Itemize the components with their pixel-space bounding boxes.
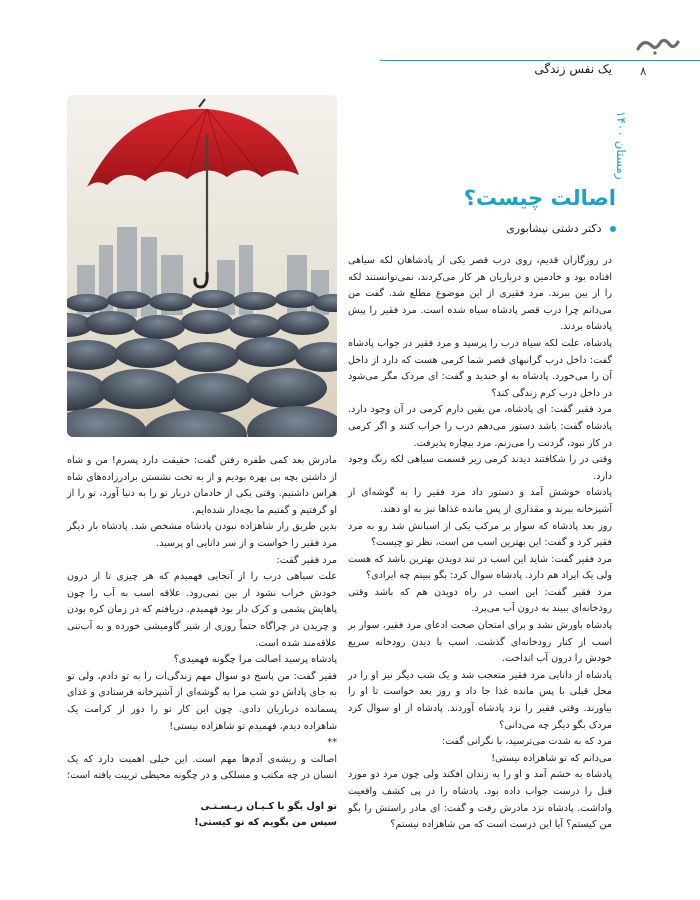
article-body-right-column	[348, 253, 612, 834]
separator-stars: **	[327, 737, 337, 749]
author-name: دکتر دشتی نیشابوری	[506, 222, 602, 235]
paragraph: مرد فقیر گفت: این اسب در راه دویدن هم که باشد وقتی رودخانه‌ای ببیند به درون آب می‌پرد.	[348, 586, 612, 615]
paragraph: پادشاه پرسید اصالت مرا چگونه فهمیدی؟	[173, 654, 337, 666]
author-line	[506, 222, 616, 235]
paragraph: وقتی در را شکافتند دیدند کرمی زیر قسمت سیاهی لکه رنگ وجود دارد.	[348, 454, 612, 482]
paragraph: پادشاه به خشم آمد و او را به زندان افکند ولی چون مرد دو مورد قبل را درست جواب داده بود، پادشاه را در پی کشف واقعیت واداشت. پادشاه نزد مادرش رفت و گفت: ای مادر راستش را بگو من کیستم؟ آیا این درست است که من شاهزاده نیستم؟	[348, 769, 612, 831]
hero-image-red-umbrella	[67, 95, 337, 437]
paragraph: اصالت و ریشه‌ی آدم‌ها مهم است. این خیلی اهمیت دارد که یک انسان در چه مکتب و مسلکی و در چگونه محیطی تربیت یافته است؛	[67, 753, 337, 782]
page-number: ۸	[640, 64, 647, 78]
paragraph: مرد فقیر گفت: شاید این اسب در تند دویدن بهترین باشد که هست ولی یک ایراد هم دارد. پادشاه سوال کرد: بگو ببینم چه ایرادی؟	[348, 553, 612, 582]
paragraph: مرد فقیر گفت:	[276, 554, 337, 566]
paragraph: فقیر گفت: من پاسخ دو سوال مهم زندگی‌ات را به تو دادم، ولی تو به جای پاداش دو شب مرا به گوشه‌ای از آشپزخانه فرستادی و غذای پسمانده درباریان دادی. چون این کار تو را دور از کرامت یک شاهزاده دیدم، فهمیدم تو شاهزاده نیستی!	[67, 670, 337, 732]
closing-verse-line-1: تو اول بگو با کـیـان زیـسـتـی	[200, 800, 337, 812]
paragraph: پادشاه، علت لکه سیاه درب را پرسید و مرد فقیر در جواب پادشاه گفت: داخل درب گرانبهای قصر شما کرمی هست که دارد از داخل آن را می‌خورد. پادشاه به او خندید و گفت: ای مردک مگر می‌شود در داخل درب کرم زندگی کند؟	[348, 337, 612, 399]
magazine-logo	[634, 34, 680, 56]
issue-season: زمستان ۱۴۰۰	[614, 111, 628, 180]
paragraph: در روزگاران قدیم، روی درب قصر یکی از پادشاهان لکه سیاهی افتاده بود و خادمین و درباریان هر کار می‌کردند، نمی‌توانستند لکه را از بین ببرند. مرد فقیری از این موضوع مطلع شد. گفت من می‌دانم چرا درب قصر پادشاه سیاه شده است. مرد فقیر را پیش پادشاه بردند.	[348, 255, 612, 333]
paragraph: بدین طریق راز شاهزاده نبودن پادشاه مشخص شد. پادشاه بار دیگر مرد فقیر را خواست و از سر دانایی او پرسید.	[67, 521, 337, 549]
article-title: اصالت چیست؟	[463, 186, 616, 210]
paragraph: مادرش بعد کمی طفره رفتن گفت: حقیقت دارد پسرم! من و شاه از داشتن بچه بی بهره بودیم و از به تخت نشستن برادرزاده‌های شاه هراس داشتیم. وقتی یکی از خادمان دربار تو را به دنیا آورد، تو را از او گرفتیم و گفتیم ما بچه‌دار شده‌ایم.	[67, 455, 337, 516]
paragraph: پادشاه باورش نشد و برای امتحان صحت ادعای مرد فقیر، سوار بر اسب از کنار رودخانه‌ای گذشت. اسب با دیدن رودخانه سریع خودش را درون آب انداخت.	[348, 620, 612, 665]
closing-verse-line-2: سپس من بگویم که تو کیستی!	[194, 817, 337, 829]
paragraph: می‌دانم که تو شاهزاده نیستی!	[491, 752, 612, 764]
article-body-left-column	[67, 453, 337, 832]
paragraph: مرد که به شدت می‌ترسید، با نگرانی گفت:	[441, 736, 612, 748]
section-title: یک نفس زندگی	[534, 62, 612, 76]
header-rule	[380, 60, 700, 61]
paragraph: علت سیاهی درب را از آنجایی فهمیدم که هر چیزی تا از درون خودش خراب نشود از بین نمی‌رود. علاقه اسب به آب را چون پاهایش پشمی و کرک دار بود فهمیدم. دریافتم که در زمان کره بودن و چریدن در چراگاه حتماً روزی از شیر گاومیشی خورده و به آب‌تنی علاقه‌مند شده است.	[67, 571, 337, 649]
paragraph: پادشاه خوشش آمد و دستور داد مرد فقیر را به گوشه‌ای از آشپزخانه ببرند و مقداری از پس مانده غذاها نیز به او دهند.	[348, 487, 612, 515]
paragraph: مرد فقیر گفت: ای پادشاه، من یقین دارم کرمی در آن وجود دارد. پادشاه گفت: باشد دستور می‌دهم درب را خراب کنند و اگر کرمی در کار نبود، گردنت را می‌زنم. مرد بیچاره پذیرفت.	[348, 404, 612, 449]
paragraph: روز بعد پادشاه که سوار بر مرکب یکی از اسبانش شد رو به مرد فقیر کرد و گفت: این بهترین اسب من است، نظر تو چیست؟	[348, 520, 612, 549]
bullet-dot-icon	[610, 226, 616, 232]
paragraph: پادشاه از دانایی مرد فقیر متعجب شد و یک شب دیگر نیز او را در محل قبلی با پس مانده غذا جا داد و روز بعد خواست تا او را بیاورند. وقتی فقیر را نزد پادشاه آوردند. پادشاه از او سوال کرد مردک بگو دیگر چه می‌دانی؟	[348, 669, 612, 731]
